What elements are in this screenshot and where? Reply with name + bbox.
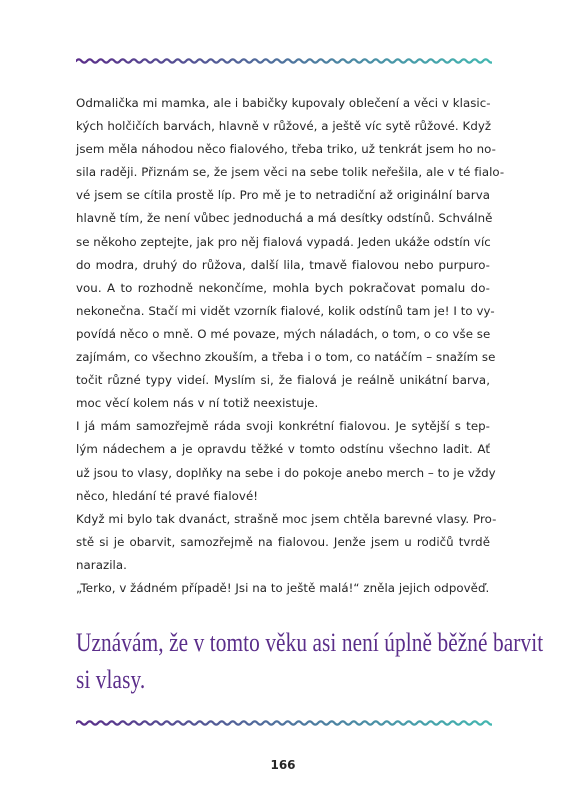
wave-line — [76, 721, 492, 724]
paragraph — [76, 92, 505, 415]
text-line: lým nádechem a je opravdu těžké v tomto odstínu všechno ladit. Ať — [76, 442, 490, 457]
pull-quote-line: Uznávám, že v tomto věku asi není úplně běžné barvit — [76, 628, 544, 657]
text-line: do modra, druhý do růžova, další lila, tmavě fialovou nebo purpuro- — [76, 257, 490, 272]
text-line: točit různé typy videí. Myslím si, že fialová je reálně unikátní barva, — [76, 373, 490, 388]
text-line: zajímám, co všechno zkouším, a třeba i o tom, co natáčím – snažím se — [76, 350, 496, 365]
text-line: hlavně tím, že není vůbec jednoduchá a má desítky odstínů. Schválně — [76, 211, 493, 226]
text-line: něco, hledání té pravé fialové! — [76, 488, 259, 503]
text-line: moc věcí kolem nás v ní totiž neexistuje. — [76, 396, 319, 411]
text-line: povídá něco o mně. O mé povaze, mých náladách, o tom, o co vše se — [76, 326, 491, 341]
text-line: „Terko, v žádném případě! Jsi na to ještě malá!“ zněla jejich odpověď. — [76, 580, 490, 595]
text-line: Když mi bylo tak dvanáct, strašně moc jsem chtěla barevné vlasy. Pro- — [76, 511, 497, 526]
paragraph — [76, 508, 497, 577]
wave-line — [76, 59, 492, 62]
text-line: nekonečna. Stačí mi vidět vzorník fialové, kolik odstínů tam je! I to vy- — [76, 303, 495, 318]
text-line: sila raději. Přiznám se, že jsem věci na sebe tolik neřešila, ale v té fialo- — [76, 165, 505, 180]
decorative-wave-divider-bottom — [76, 716, 492, 730]
text-line: vou. A to rozhodně nekončíme, mohla bych pokračovat pomalu do- — [76, 280, 490, 295]
body-text — [76, 92, 505, 600]
pull-quote-line: si vlasy. — [76, 665, 146, 694]
text-line: jsem měla náhodou něco fialového, třeba triko, už tenkrát jsem ho no- — [76, 142, 496, 157]
pull-quote — [76, 624, 544, 698]
text-line: vé jsem se cítila prostě líp. Pro mě je to netradiční až originální barva — [76, 188, 490, 203]
paragraph — [76, 577, 490, 600]
text-line: už jsou to vlasy, doplňky na sebe i do pokoje anebo merch – to je vždy — [76, 465, 496, 480]
text-line: Odmalička mi mamka, ale i babičky kupovaly oblečení a věci v klasic- — [76, 96, 491, 110]
text-line: stě si je obarvit, samozřejmě na fialovou. Jenže jsem u rodičů tvrdě — [76, 534, 490, 549]
page-number: 166 — [270, 758, 296, 772]
text-line: I já mám samozřejmě ráda svoji konkrétní fialovou. Je sytější s tep- — [76, 419, 490, 434]
paragraph — [76, 415, 496, 507]
text-line: narazila. — [76, 557, 127, 572]
text-line: se někoho zeptejte, jak pro něj fialová vypadá. Jeden ukáže odstín víc — [76, 234, 491, 249]
decorative-wave-divider-top — [76, 54, 492, 68]
text-line: kých holčičích barvách, hlavně v růžové, a ještě víc sytě růžové. Když — [76, 119, 492, 134]
